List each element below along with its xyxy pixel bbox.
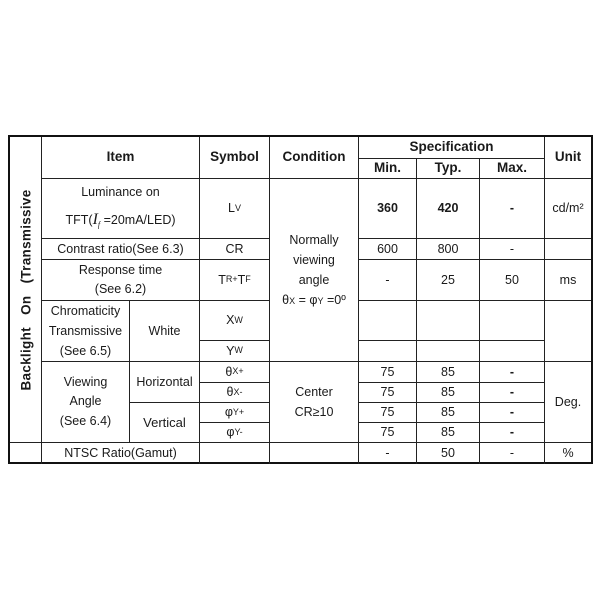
luminance-label-line2: $TFT(I_f =20mA/LED)$ <box>65 211 176 230</box>
viewing-typ: 85 <box>417 383 480 403</box>
luminance-item <box>42 179 200 239</box>
luminance-label-line1: Luminance on <box>81 185 160 200</box>
viewing-typ: 85 <box>417 423 480 443</box>
ntsc-side-cell <box>10 443 42 464</box>
luminance-unit: cd/m² <box>545 179 591 239</box>
ntsc-min: - <box>359 443 417 464</box>
header-max: Max. <box>480 159 545 179</box>
yw-min <box>359 341 417 362</box>
viewing-symbol-theta-x-plus: θ X+ <box>200 362 270 383</box>
xw-typ <box>417 301 480 341</box>
viewing-condition: Center CR≥10 <box>270 362 359 443</box>
contrast-item: Contrast ratio(See 6.3) <box>42 239 200 260</box>
yw-typ <box>417 341 480 362</box>
luminance-min: 360 <box>359 179 417 239</box>
response-item: Response time (See 6.2) <box>42 260 200 301</box>
viewing-vertical: Vertical <box>130 403 200 443</box>
viewing-angle-item: Viewing Angle (See 6.4) <box>42 362 130 443</box>
chromaticity-color: White <box>130 301 200 362</box>
side-label-cell <box>10 137 42 443</box>
header-unit: Unit <box>545 137 591 179</box>
ntsc-item: NTSC Ratio(Gamut) <box>42 443 200 464</box>
yw-max <box>480 341 545 362</box>
viewing-max: - <box>480 423 545 443</box>
ntsc-condition <box>270 443 359 464</box>
chromaticity-xw-symbol: X W <box>200 301 270 341</box>
response-unit: ms <box>545 260 591 301</box>
contrast-min: 600 <box>359 239 417 260</box>
contrast-typ: 800 <box>417 239 480 260</box>
viewing-unit: Deg. <box>545 362 591 443</box>
viewing-min: 75 <box>359 423 417 443</box>
contrast-unit <box>545 239 591 260</box>
contrast-symbol: CR <box>200 239 270 260</box>
header-item: Item <box>42 137 200 179</box>
header-symbol: Symbol <box>200 137 270 179</box>
chromaticity-item: Chromaticity Transmissive (See 6.5) <box>42 301 130 362</box>
viewing-horizontal: Horizontal <box>130 362 200 403</box>
response-typ: 25 <box>417 260 480 301</box>
viewing-max: - <box>480 383 545 403</box>
viewing-symbol-phi-y-plus: φ Y+ <box>200 403 270 423</box>
xw-max <box>480 301 545 341</box>
header-condition: Condition <box>270 137 359 179</box>
chromaticity-unit <box>545 301 591 362</box>
chromaticity-yw-symbol: Y W <box>200 341 270 362</box>
viewing-symbol-theta-x-minus: θ X- <box>200 383 270 403</box>
normal-viewing-condition: Normally viewing angle θX = φY =0º <box>270 179 359 362</box>
header-typ: Typ. <box>417 159 480 179</box>
side-label: Backlight On (Transmissive <box>18 188 33 391</box>
response-min: - <box>359 260 417 301</box>
ntsc-typ: 50 <box>417 443 480 464</box>
luminance-max: - <box>480 179 545 239</box>
contrast-max: - <box>480 239 545 260</box>
luminance-symbol: L V <box>200 179 270 239</box>
xw-min <box>359 301 417 341</box>
response-max: 50 <box>480 260 545 301</box>
ntsc-unit: % <box>562 446 574 461</box>
luminance-typ: 420 <box>417 179 480 239</box>
viewing-min: 75 <box>359 362 417 383</box>
viewing-symbol-phi-y-minus: φ Y- <box>200 423 270 443</box>
response-symbol: T R + T F <box>200 260 270 301</box>
ntsc-max: - <box>480 443 545 464</box>
viewing-min: 75 <box>359 383 417 403</box>
viewing-max: - <box>480 403 545 423</box>
ntsc-symbol <box>200 443 270 464</box>
header-specification: Specification <box>359 137 545 159</box>
viewing-max: - <box>480 362 545 383</box>
viewing-min: 75 <box>359 403 417 423</box>
viewing-typ: 85 <box>417 362 480 383</box>
optical-spec-table <box>8 135 593 464</box>
header-min: Min. <box>359 159 417 179</box>
viewing-typ: 85 <box>417 403 480 423</box>
